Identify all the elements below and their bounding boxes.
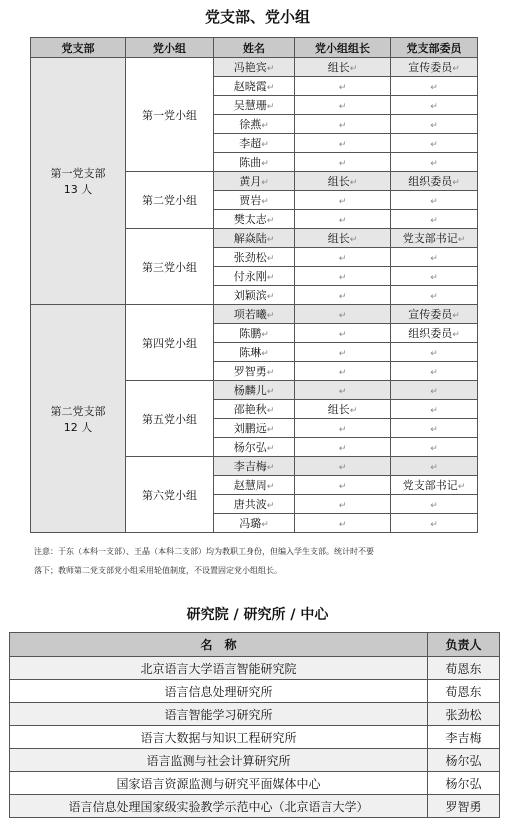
group-leader-cell-text: 组长 xyxy=(327,232,350,245)
member-name xyxy=(214,324,295,343)
institute-head: 荀恩东 xyxy=(428,657,500,680)
member-name xyxy=(214,514,295,533)
group-leader-cell xyxy=(295,495,391,514)
member-name xyxy=(214,476,295,495)
header-committee: 党支部委员 xyxy=(391,38,478,58)
paragraph-mark-icon: ↵ xyxy=(430,405,438,416)
branch-cell xyxy=(31,58,126,305)
member-name-text: 冯璐 xyxy=(239,517,262,530)
table-row xyxy=(10,680,500,703)
group-leader-cell xyxy=(295,514,391,533)
member-name xyxy=(214,77,295,96)
paragraph-mark-icon: ↵ xyxy=(266,406,275,416)
paragraph-mark-icon: ↵ xyxy=(430,101,438,112)
paragraph-mark-icon: ↵ xyxy=(266,311,275,321)
member-name-text: 赵慧周 xyxy=(233,479,267,492)
paragraph-mark-icon: ↵ xyxy=(430,196,438,207)
branch-count: 13 人 xyxy=(63,183,93,196)
committee-cell xyxy=(391,324,478,343)
paragraph-mark-icon: ↵ xyxy=(430,291,438,302)
committee-cell xyxy=(391,495,478,514)
paragraph-mark-icon: ↵ xyxy=(338,158,347,169)
group-leader-cell xyxy=(295,324,391,343)
group-leader-cell xyxy=(295,115,391,134)
committee-cell xyxy=(391,514,478,533)
branch-cell xyxy=(31,305,126,533)
paragraph-mark-icon: ↵ xyxy=(338,386,347,397)
member-name xyxy=(214,419,295,438)
paragraph-mark-icon: ↵ xyxy=(430,367,438,378)
committee-cell-text: 组织委员 xyxy=(408,175,453,188)
member-name xyxy=(214,267,295,286)
member-name-text: 赵晓霞 xyxy=(233,80,267,93)
member-name xyxy=(214,58,295,77)
group-leader-cell xyxy=(295,134,391,153)
paragraph-mark-icon: ↵ xyxy=(266,102,275,112)
member-name-text: 刘鹏远 xyxy=(233,422,267,435)
group-cell: 第三党小组 xyxy=(126,229,214,305)
paragraph-mark-icon: ↵ xyxy=(349,235,358,245)
table-row xyxy=(31,305,478,324)
member-name-text: 项若曦 xyxy=(233,308,267,321)
committee-cell xyxy=(391,343,478,362)
paragraph-mark-icon: ↵ xyxy=(338,82,347,93)
institute-name: 语言监测与社会计算研究所 xyxy=(10,749,428,772)
committee-cell xyxy=(391,419,478,438)
member-name xyxy=(214,96,295,115)
committee-cell-text: 党支部书记 xyxy=(402,232,458,245)
member-name-text: 杨尔弘 xyxy=(233,441,267,454)
member-name-text: 李吉梅 xyxy=(233,460,267,473)
member-name-text: 陈琳 xyxy=(239,346,262,359)
group-leader-cell xyxy=(295,172,391,191)
institute-head: 李吉梅 xyxy=(428,726,500,749)
member-name xyxy=(214,381,295,400)
committee-cell xyxy=(391,172,478,191)
paragraph-mark-icon: ↵ xyxy=(338,215,347,226)
paragraph-mark-icon: ↵ xyxy=(430,424,438,435)
table-row xyxy=(10,703,500,726)
table-row xyxy=(10,795,500,818)
header-institute-name: 名 称 xyxy=(10,633,428,657)
paragraph-mark-icon: ↵ xyxy=(457,482,466,492)
member-name-text: 冯艳宾 xyxy=(233,61,267,74)
party-table xyxy=(30,37,478,533)
paragraph-mark-icon: ↵ xyxy=(452,64,460,74)
member-name xyxy=(214,134,295,153)
group-leader-cell-text: 组长 xyxy=(327,175,350,188)
paragraph-mark-icon: ↵ xyxy=(338,101,347,112)
institute-head: 罗智勇 xyxy=(428,795,500,818)
institute-section-title: 研究院 / 研究所 / 中心 xyxy=(186,607,329,623)
paragraph-mark-icon: ↵ xyxy=(338,519,347,530)
institute-head: 杨尔弘 xyxy=(428,772,500,795)
paragraph-mark-icon: ↵ xyxy=(349,64,358,74)
page-title: 党支部、党小组 xyxy=(204,8,310,26)
paragraph-mark-icon: ↵ xyxy=(338,443,347,454)
paragraph-mark-icon: ↵ xyxy=(266,444,275,454)
group-leader-cell xyxy=(295,419,391,438)
group-cell: 第一党小组 xyxy=(126,58,214,172)
header-name: 姓名 xyxy=(214,38,295,58)
paragraph-mark-icon: ↵ xyxy=(338,500,347,511)
committee-cell xyxy=(391,229,478,248)
institute-name: 语言大数据与知识工程研究所 xyxy=(10,726,428,749)
table-row xyxy=(10,657,500,680)
committee-cell xyxy=(391,134,478,153)
member-name xyxy=(214,457,295,476)
committee-cell xyxy=(391,381,478,400)
paragraph-mark-icon: ↵ xyxy=(430,215,438,226)
institute-name: 语言智能学习研究所 xyxy=(10,703,428,726)
committee-cell xyxy=(391,267,478,286)
member-name xyxy=(214,343,295,362)
paragraph-mark-icon: ↵ xyxy=(266,387,275,397)
paragraph-mark-icon: ↵ xyxy=(261,197,269,207)
paragraph-mark-icon: ↵ xyxy=(338,253,347,264)
group-leader-cell xyxy=(295,286,391,305)
institute-name: 语言信息处理国家级实验教学示范中心（北京语言大学） xyxy=(10,795,428,818)
member-name xyxy=(214,305,295,324)
group-leader-cell xyxy=(295,229,391,248)
paragraph-mark-icon: ↵ xyxy=(430,500,438,511)
member-name-text: 陈曲 xyxy=(239,156,262,169)
member-name-text: 黄月 xyxy=(239,175,262,188)
paragraph-mark-icon: ↵ xyxy=(430,139,438,150)
party-table-header xyxy=(31,38,478,58)
paragraph-mark-icon: ↵ xyxy=(430,443,438,454)
member-name xyxy=(214,191,295,210)
paragraph-mark-icon: ↵ xyxy=(457,235,466,245)
paragraph-mark-icon: ↵ xyxy=(261,121,269,131)
member-name-text: 付永刚 xyxy=(233,270,267,283)
committee-cell xyxy=(391,362,478,381)
paragraph-mark-icon: ↵ xyxy=(430,82,438,93)
member-name-text: 杨麟儿 xyxy=(233,384,267,397)
committee-cell-text: 党支部书记 xyxy=(402,479,458,492)
group-leader-cell xyxy=(295,153,391,172)
paragraph-mark-icon: ↵ xyxy=(338,291,347,302)
member-name xyxy=(214,362,295,381)
committee-cell xyxy=(391,248,478,267)
group-leader-cell xyxy=(295,77,391,96)
paragraph-mark-icon: ↵ xyxy=(430,272,438,283)
committee-cell-text: 宣传委员 xyxy=(408,61,453,74)
paragraph-mark-icon: ↵ xyxy=(266,64,275,74)
paragraph-mark-icon: ↵ xyxy=(261,140,269,150)
member-name-text: 张劲松 xyxy=(233,251,267,264)
committee-cell-text: 宣传委员 xyxy=(408,308,453,321)
paragraph-mark-icon: ↵ xyxy=(338,348,347,359)
member-name-text: 吴慧珊 xyxy=(233,99,267,112)
member-name xyxy=(214,438,295,457)
group-leader-cell xyxy=(295,381,391,400)
group-leader-cell-text: 组长 xyxy=(327,403,350,416)
group-leader-cell xyxy=(295,305,391,324)
group-leader-cell xyxy=(295,248,391,267)
paragraph-mark-icon: ↵ xyxy=(430,120,438,131)
member-name xyxy=(214,400,295,419)
institute-name: 语言信息处理研究所 xyxy=(10,680,428,703)
paragraph-mark-icon: ↵ xyxy=(430,348,438,359)
paragraph-mark-icon: ↵ xyxy=(338,272,347,283)
committee-cell-text: 组织委员 xyxy=(408,327,453,340)
institute-table-body xyxy=(10,657,500,818)
group-leader-cell xyxy=(295,58,391,77)
member-name xyxy=(214,229,295,248)
group-leader-cell xyxy=(295,457,391,476)
paragraph-mark-icon: ↵ xyxy=(338,196,347,207)
member-name xyxy=(214,210,295,229)
paragraph-mark-icon: ↵ xyxy=(452,330,460,340)
branch-count: 12 人 xyxy=(63,420,93,434)
header-branch: 党支部 xyxy=(31,38,126,58)
committee-cell xyxy=(391,191,478,210)
institute-name: 北京语言大学语言智能研究院 xyxy=(10,657,428,680)
paragraph-mark-icon: ↵ xyxy=(338,481,347,492)
institute-head: 荀恩东 xyxy=(428,680,500,703)
institute-head: 杨尔弘 xyxy=(428,749,500,772)
paragraph-mark-icon: ↵ xyxy=(266,292,275,302)
branch-name: 第二党支部 xyxy=(50,404,106,418)
table-row xyxy=(31,58,478,77)
paragraph-mark-icon: ↵ xyxy=(349,406,358,416)
paragraph-mark-icon: ↵ xyxy=(430,519,438,530)
paragraph-mark-icon: ↵ xyxy=(430,253,438,264)
paragraph-mark-icon: ↵ xyxy=(266,501,275,511)
header-institute-head: 负责人 xyxy=(428,633,500,657)
paragraph-mark-icon: ↵ xyxy=(261,178,269,188)
paragraph-mark-icon: ↵ xyxy=(349,178,358,188)
committee-cell xyxy=(391,210,478,229)
paragraph-mark-icon: ↵ xyxy=(266,83,275,93)
table-row xyxy=(10,772,500,795)
group-leader-cell xyxy=(295,476,391,495)
header-group: 党小组 xyxy=(126,38,214,58)
committee-cell xyxy=(391,457,478,476)
member-name-text: 徐燕 xyxy=(239,118,262,131)
branch-name: 第一党支部 xyxy=(50,167,106,180)
paragraph-mark-icon: ↵ xyxy=(338,367,347,378)
group-leader-cell xyxy=(295,267,391,286)
committee-cell xyxy=(391,476,478,495)
group-leader-cell xyxy=(295,191,391,210)
table-row xyxy=(10,749,500,772)
group-leader-cell xyxy=(295,362,391,381)
member-name xyxy=(214,172,295,191)
footnote-line-2: 落下；教师第二党支部党小组采用轮值制度，不设置固定党小组组长。 xyxy=(34,566,282,575)
member-name-text: 罗智勇 xyxy=(233,365,267,378)
committee-cell xyxy=(391,58,478,77)
paragraph-mark-icon: ↵ xyxy=(266,368,275,378)
paragraph-mark-icon: ↵ xyxy=(266,463,275,473)
member-name-text: 邵艳秋 xyxy=(233,403,267,416)
paragraph-mark-icon: ↵ xyxy=(452,178,460,188)
paragraph-mark-icon: ↵ xyxy=(338,329,347,340)
paragraph-mark-icon: ↵ xyxy=(338,139,347,150)
paragraph-mark-icon: ↵ xyxy=(261,330,269,340)
group-leader-cell-text: 组长 xyxy=(327,61,350,74)
member-name xyxy=(214,115,295,134)
paragraph-mark-icon: ↵ xyxy=(261,159,269,169)
institute-head: 张劲松 xyxy=(428,703,500,726)
group-cell: 第四党小组 xyxy=(126,305,214,381)
paragraph-mark-icon: ↵ xyxy=(430,462,438,473)
paragraph-mark-icon: ↵ xyxy=(261,520,269,530)
group-leader-cell xyxy=(295,96,391,115)
member-name-text: 陈鹏 xyxy=(239,327,262,340)
paragraph-mark-icon: ↵ xyxy=(452,311,460,321)
committee-cell xyxy=(391,438,478,457)
group-cell: 第二党小组 xyxy=(126,172,214,229)
committee-cell xyxy=(391,77,478,96)
committee-cell xyxy=(391,400,478,419)
group-leader-cell xyxy=(295,400,391,419)
member-name-text: 贾岩 xyxy=(239,194,262,207)
paragraph-mark-icon: ↵ xyxy=(430,158,438,169)
committee-cell xyxy=(391,286,478,305)
paragraph-mark-icon: ↵ xyxy=(261,349,269,359)
paragraph-mark-icon: ↵ xyxy=(338,120,347,131)
paragraph-mark-icon: ↵ xyxy=(430,386,438,397)
group-leader-cell xyxy=(295,438,391,457)
institute-table xyxy=(9,632,500,818)
committee-cell xyxy=(391,115,478,134)
member-name-text: 樊太志 xyxy=(233,213,267,226)
institute-name: 国家语言资源监测与研究平面媒体中心 xyxy=(10,772,428,795)
paragraph-mark-icon: ↵ xyxy=(266,273,275,283)
committee-cell xyxy=(391,305,478,324)
paragraph-mark-icon: ↵ xyxy=(266,254,275,264)
committee-cell xyxy=(391,153,478,172)
paragraph-mark-icon: ↵ xyxy=(338,462,347,473)
member-name xyxy=(214,286,295,305)
footnote-line-1: 注意：于东（本科一支部）、王晶（本科二支部）均为教职工身份，但编入学生支部。统计时不要 xyxy=(34,547,374,556)
table-row xyxy=(10,726,500,749)
member-name xyxy=(214,248,295,267)
party-table-body xyxy=(31,58,478,533)
member-name-text: 唐共波 xyxy=(233,498,267,511)
paragraph-mark-icon: ↵ xyxy=(266,235,275,245)
paragraph-mark-icon: ↵ xyxy=(266,482,275,492)
header-group-leader: 党小组组长 xyxy=(295,38,391,58)
paragraph-mark-icon: ↵ xyxy=(338,424,347,435)
group-leader-cell xyxy=(295,210,391,229)
group-leader-cell xyxy=(295,343,391,362)
paragraph-mark-icon: ↵ xyxy=(338,310,347,321)
member-name-text: 解焱陆 xyxy=(233,232,267,245)
committee-cell xyxy=(391,96,478,115)
institute-table-header xyxy=(10,633,500,657)
member-name-text: 刘颖滨 xyxy=(233,289,267,302)
member-name-text: 李超 xyxy=(239,137,262,150)
member-name xyxy=(214,153,295,172)
paragraph-mark-icon: ↵ xyxy=(266,216,275,226)
member-name xyxy=(214,495,295,514)
paragraph-mark-icon: ↵ xyxy=(266,425,275,435)
footnote xyxy=(34,542,474,580)
group-cell: 第五党小组 xyxy=(126,381,214,457)
group-cell: 第六党小组 xyxy=(126,457,214,533)
